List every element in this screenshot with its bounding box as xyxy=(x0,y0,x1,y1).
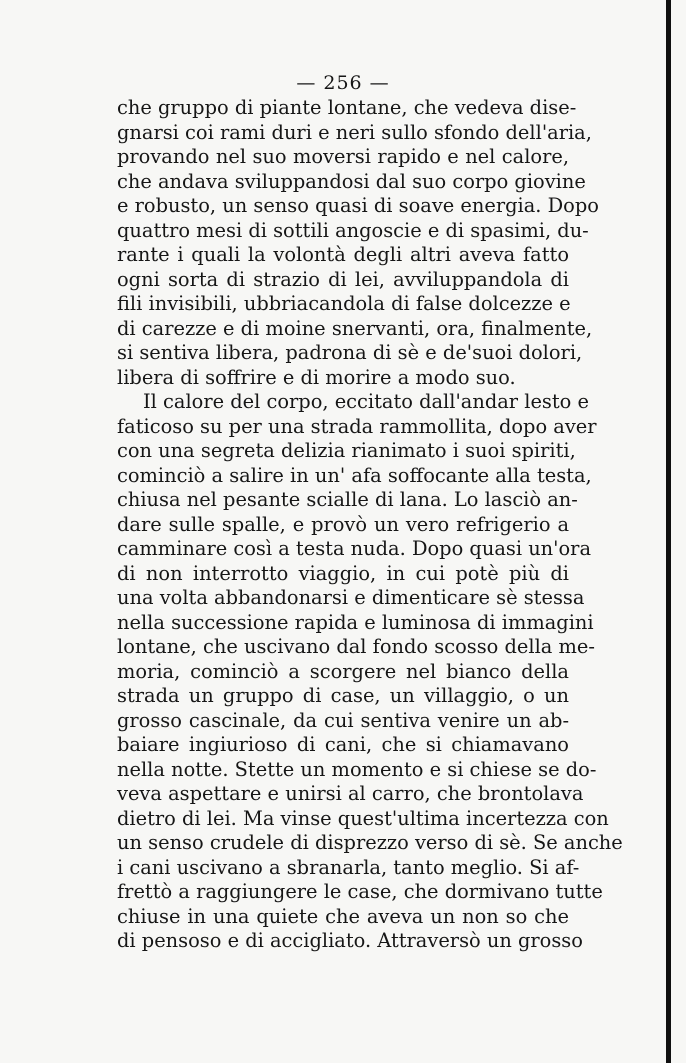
text-line: di pensoso e di accigliato. Attraversò un grosso xyxy=(117,929,583,952)
paragraph-1 xyxy=(117,96,599,390)
text-line: faticoso su per una strada rammollita, dopo aver xyxy=(117,414,597,438)
text-line: i cani uscivano a sbranarla, tanto meglio. Si af- xyxy=(117,855,580,879)
text-line: si sentiva libera, padrona di sè e de'suoi dolori, xyxy=(117,341,583,364)
body-text xyxy=(117,96,623,954)
text-line: baiare ingiurioso di cani, che si chiamavano xyxy=(117,733,569,756)
text-line: nella notte. Stette un momento e si chiese se do- xyxy=(117,757,597,781)
text-line: libera di soffrire e di morire a modo suo. xyxy=(117,365,516,389)
text-line: provando nel suo moversi rapido e nel calore, xyxy=(117,145,569,168)
page-edge-shadow xyxy=(666,0,671,1063)
text-line: quattro mesi di sottili angoscie e di spasimi, du- xyxy=(117,218,589,242)
text-line: chiusa nel pesante scialle di lana. Lo lasciò an- xyxy=(117,488,578,511)
text-line: un senso crudele di disprezzo verso di sè. Se anche xyxy=(117,831,623,854)
paragraph-2 xyxy=(117,390,623,954)
text-line: chiuse in una quiete che aveva un non so che xyxy=(117,904,569,928)
page-number: — 256 — xyxy=(296,72,390,94)
text-line: dietro di lei. Ma vinse quest'ultima incertezza con xyxy=(117,806,609,830)
text-line: lontane, che uscivano dal fondo scosso della me- xyxy=(117,635,595,658)
text-line: frettò a raggiungere le case, che dormivano tutte xyxy=(117,880,603,903)
text-line: veva aspettare e unirsi al carro, che brontolava xyxy=(117,782,584,805)
text-line: di carezze e di moine snervanti, ora, finalmente, xyxy=(117,316,593,340)
text-line: nella successione rapida e luminosa di immagini xyxy=(117,610,594,634)
text-line: camminare così a testa nuda. Dopo quasi un'ora xyxy=(117,537,592,560)
text-line: rante i quali la volontà degli altri aveva fatto xyxy=(117,243,569,266)
text-line: moria, cominciò a scorgere nel bianco della xyxy=(117,659,569,683)
text-line: ogni sorta di strazio di lei, avviluppandola di xyxy=(117,267,569,291)
text-line: che andava sviluppandosi dal suo corpo giovine xyxy=(117,169,586,193)
text-line: e robusto, un senso quasi di soave energia. Dopo xyxy=(117,194,599,217)
text-line: strada un gruppo di case, un villaggio, o un xyxy=(117,684,569,707)
text-line: fili invisibili, ubbriacandola di false dolcezze e xyxy=(117,292,571,315)
text-line: grosso cascinale, da cui sentiva venire un ab- xyxy=(117,708,569,732)
text-line: gnarsi coi rami duri e neri sullo sfondo dell'aria, xyxy=(117,120,592,144)
text-line: cominciò a salire in un' afa soffocante alla testa, xyxy=(117,463,592,487)
text-line: Il calore del corpo, eccitato dall'andar lesto e xyxy=(143,390,589,413)
text-line: che gruppo di piante lontane, che vedeva dise- xyxy=(117,96,577,119)
text-line: di non interrotto viaggio, in cui potè più di xyxy=(117,561,569,585)
text-line: con una segreta delizia rianimato i suoi spiriti, xyxy=(117,439,576,462)
text-line: una volta abbandonarsi e dimenticare sè stessa xyxy=(117,586,585,609)
text-line: dare sulle spalle, e provò un vero refrigerio a xyxy=(117,512,569,536)
